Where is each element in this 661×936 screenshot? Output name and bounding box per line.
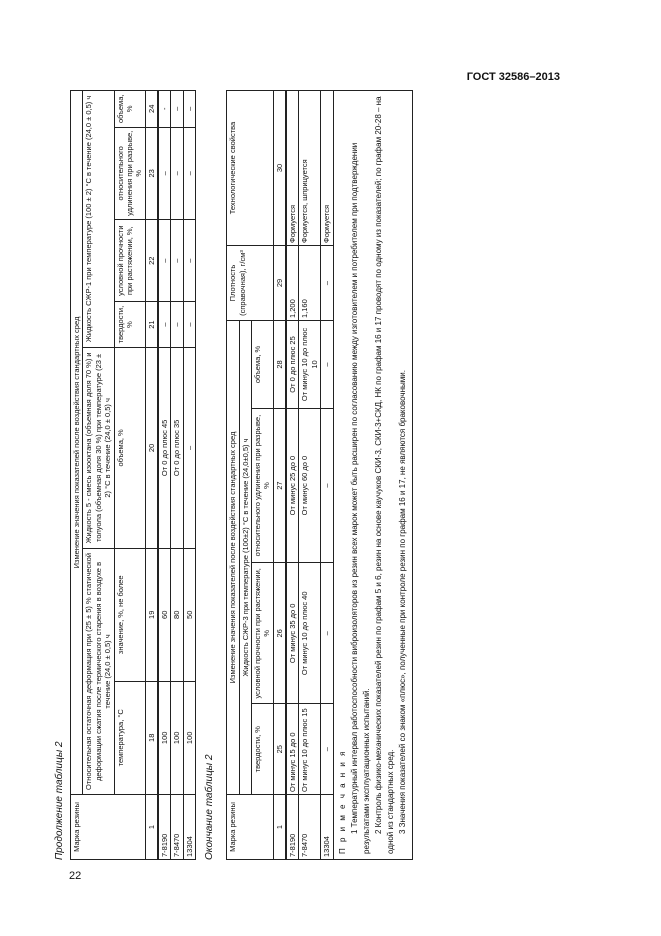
t1-col: объема, % — [114, 91, 145, 128]
t2-cell: 7-8190 — [286, 795, 299, 860]
t1-cell: 100 — [158, 681, 171, 794]
t2-cell: – — [321, 321, 333, 409]
note-1: 1 Температурный интервал работоспособности виброизоляторов из резин всех марок может быть расширен по согласованию между изготовителем и потребителем при подтверждении результатами эксплуатационных испытаний. — [349, 142, 371, 854]
t1-group-header: Изменение значения показателей после воздействия стандартных сред — [71, 91, 83, 795]
t1-cell: – — [158, 220, 171, 302]
notes-title: П р и м е ч а н и я — [337, 749, 347, 854]
table-row — [286, 91, 299, 860]
t1-num: 19 — [145, 548, 158, 681]
t1-col: температура, °С — [114, 681, 145, 794]
t1-cell: – — [183, 347, 195, 548]
t1-cell: 60 — [158, 548, 171, 681]
t1-col: объема, % — [114, 347, 145, 548]
t1-num: 21 — [145, 302, 158, 348]
t1-cell: – — [183, 91, 195, 128]
t1-cell: – — [183, 220, 195, 302]
t1-num: 24 — [145, 91, 158, 128]
document-header: ГОСТ 32586–2013 — [466, 71, 560, 83]
t2-group-header: Изменение значения показателей после воздействия стандартных сред — [227, 321, 239, 795]
t1-cell: – — [171, 91, 183, 128]
table-row — [183, 91, 195, 860]
t2-tech: Технологические свойства — [227, 91, 274, 246]
t1-cell: – — [158, 302, 171, 348]
t2-num: 27 — [273, 408, 286, 562]
note-2: 2 Контроль физико-механических показателей резин по графам 5 и 6, резин на основе каучуков СКИ-3, СКИ-3+СКД, НК по графам 16 и 17 проводят по одному из показателей; по графам 20-28 – на одной из стандартных сред. — [373, 96, 395, 854]
table-row — [171, 91, 183, 860]
t2-cell: Формуется — [286, 91, 299, 246]
page-number: 22 — [69, 870, 82, 882]
t2-num: 26 — [273, 563, 286, 704]
t2-col: твердости, % — [251, 704, 273, 795]
t2-cell: 1,160 — [299, 246, 321, 321]
t1-num: 23 — [145, 127, 158, 220]
t1-cell: 7-8470 — [171, 795, 183, 860]
t2-cell: 13304 — [321, 795, 333, 860]
t1-sub-c: Жидкость СЖР-1 при температуре (100 ± 2) °С в течение (24,0 ± 0,5) ч — [83, 91, 114, 348]
t2-cell: От минус 10 до плюс 40 — [299, 563, 321, 704]
t2-cell: – — [321, 563, 333, 704]
t2-num: 29 — [273, 246, 286, 321]
t1-col: значение, %, не более — [114, 548, 145, 681]
t2-cell: От минус 10 до плюс 10 — [299, 321, 321, 409]
table2-caption: Окончание таблицы 2 — [204, 754, 216, 860]
t2-cell: 1,200 — [286, 246, 299, 321]
t2-cell: От 0 до плюс 25 — [286, 321, 299, 409]
t1-sub-a: Относительная остаточная деформация при (25 ± 5) % статической деформации сжатия после термического старения в воздухе в течение (24,0 ± 0,5) ч — [83, 548, 114, 794]
t2-cell: От минус 35 до 0 — [286, 563, 299, 704]
notes-block — [333, 91, 412, 860]
t1-cell: 50 — [183, 548, 195, 681]
t1-cell: 80 — [171, 548, 183, 681]
t2-num: 25 — [273, 704, 286, 795]
t1-num: 20 — [145, 347, 158, 548]
t2-col: условной прочности при растяжении, % — [251, 563, 273, 704]
t2-cell: От минус 10 до плюс 15 — [299, 704, 321, 795]
t2-col: объема, % — [251, 321, 273, 409]
t2-cell: Формуется, шприцуется — [299, 91, 321, 246]
table1-caption: Продолжение таблицы 2 — [54, 741, 65, 860]
table-row — [321, 91, 333, 860]
t1-sub-b: Жидкость 5 - смесь изооктана (объемная доля 70 %) и толуола (объемная доля 30 %) при температуре (23 ± 2) °С в течение (24,0 ± 0,5) ч — [83, 347, 114, 548]
t1-cell: – — [183, 302, 195, 348]
table-end — [226, 90, 412, 860]
t2-mark-header: Марка резины — [227, 795, 274, 860]
t2-sub: Жидкость СЖР-3 при температуре (100±2) °С в течение (24,0±0,5) ч — [239, 321, 251, 795]
t1-cell: От 0 до плюс 45 — [158, 347, 171, 548]
rotated-content — [54, 80, 484, 860]
t1-col: относительного удлинения при разрыве, % — [114, 127, 145, 220]
t2-cell: 7-8470 — [299, 795, 321, 860]
t1-cell: 7-8190 — [158, 795, 171, 860]
t2-num: 28 — [273, 321, 286, 409]
t1-cell: 100 — [183, 681, 195, 794]
t1-cell: 100 — [171, 681, 183, 794]
t1-cell: – — [171, 127, 183, 220]
table-row — [158, 91, 171, 860]
table-row — [299, 91, 321, 860]
t2-density: Плотность (справочная), г/см³ — [227, 246, 274, 321]
t2-cell: Формуется — [321, 91, 333, 246]
t2-cell: – — [321, 704, 333, 795]
t2-cell: – — [321, 408, 333, 562]
t2-cell: От минус 60 до 0 — [299, 408, 321, 562]
t1-cell: – — [171, 302, 183, 348]
t2-cell: – — [321, 246, 333, 321]
t2-cell: От минус 15 до 0 — [286, 704, 299, 795]
t2-num: 1 — [273, 795, 286, 860]
t1-col: условной прочности при растяжении, %, — [114, 220, 145, 302]
t1-num: 18 — [145, 681, 158, 794]
t1-cell: 13304 — [183, 795, 195, 860]
note-3: 3 Значения показателей со знаком «плюс», полученные при контроле резин по графам 16 и 17, не являются браковочными. — [397, 370, 407, 834]
t1-cell: От 0 до плюс 35 — [171, 347, 183, 548]
t1-num: 22 — [145, 220, 158, 302]
t1-num: 1 — [145, 795, 158, 860]
t1-cell: – — [171, 220, 183, 302]
t1-cell: – — [183, 127, 195, 220]
t2-cell: От минус 25 до 0 — [286, 408, 299, 562]
t2-col: относительного удлинения при разрыве, % — [251, 408, 273, 562]
t2-num: 30 — [273, 91, 286, 246]
t1-col: твердости, % — [114, 302, 145, 348]
table-continuation — [70, 90, 196, 860]
t1-mark-header: Марка резины — [71, 795, 146, 860]
t1-cell: - — [158, 91, 171, 128]
t1-cell: – — [158, 127, 171, 220]
